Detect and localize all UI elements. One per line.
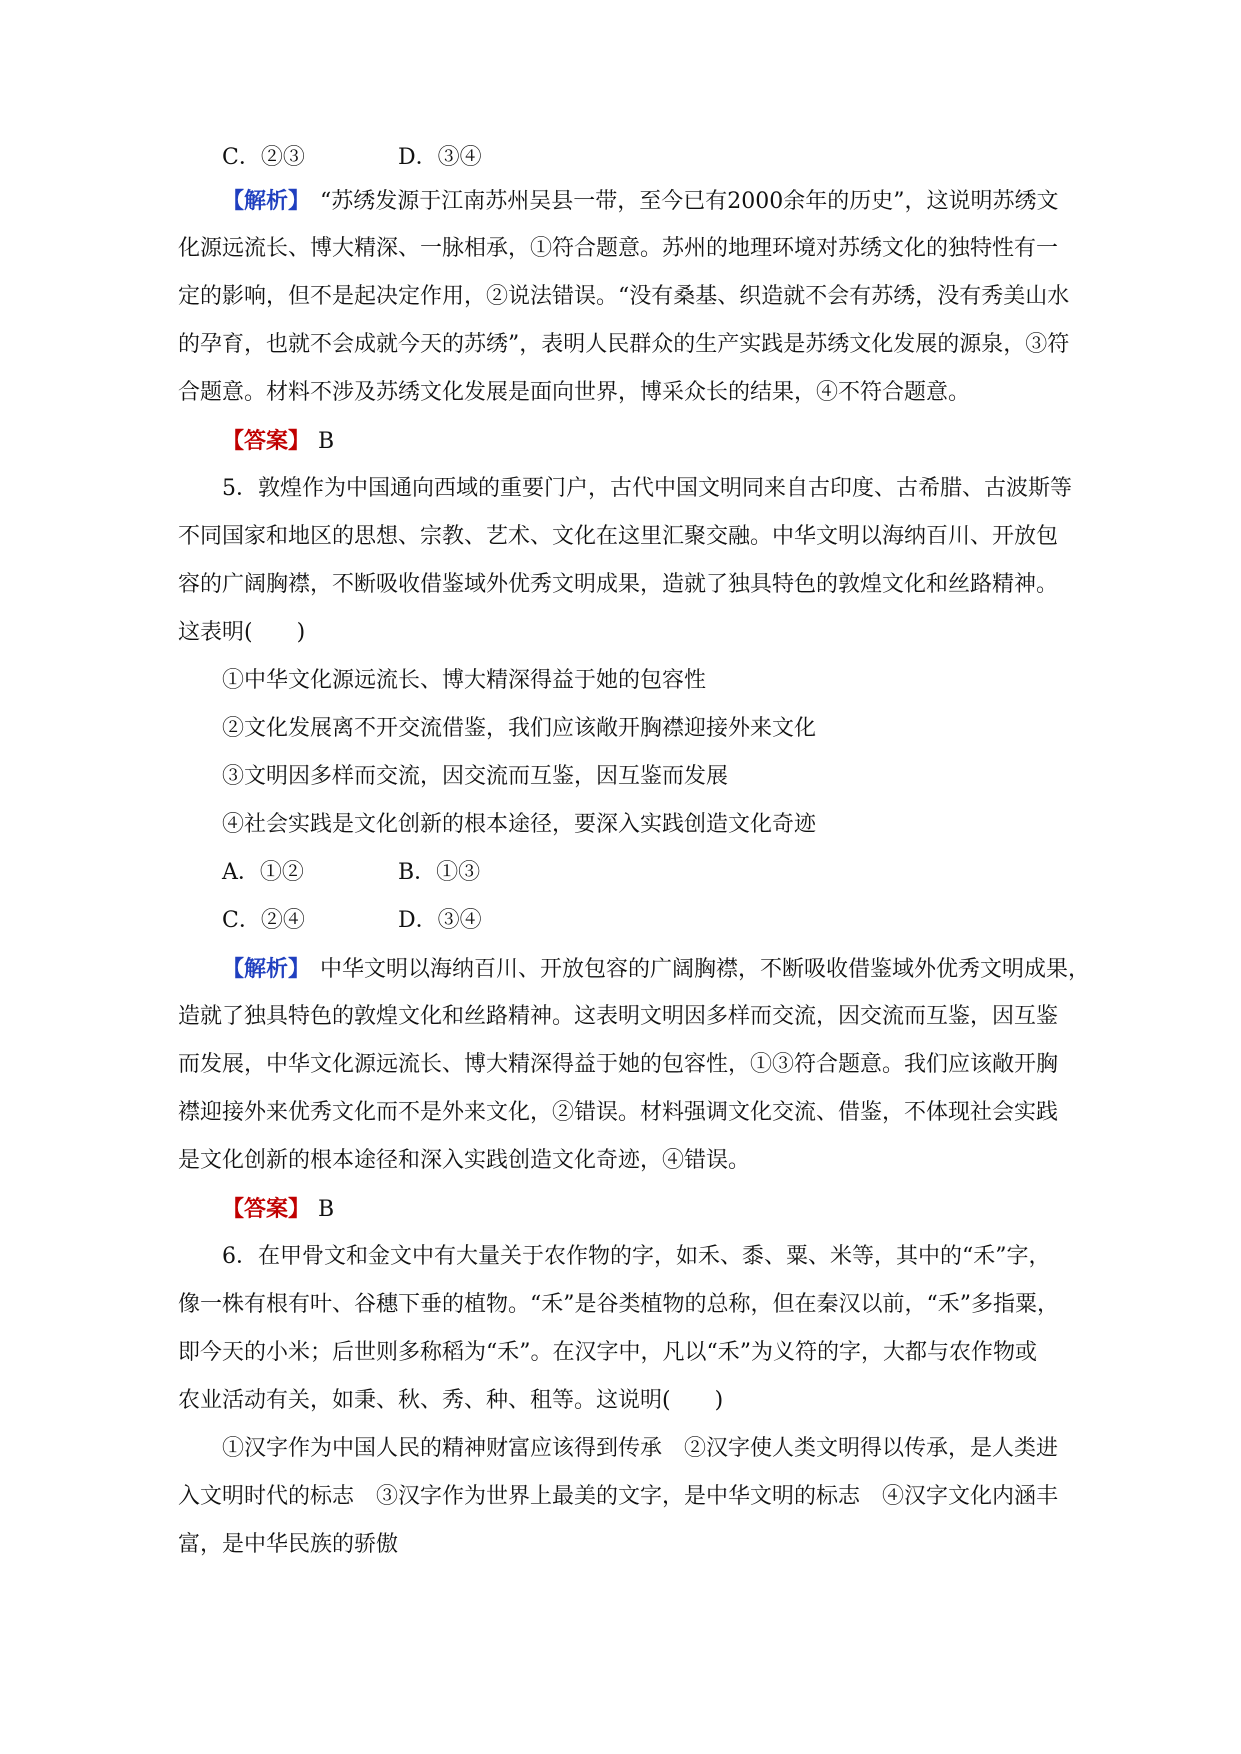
q5-answer-tag: 【答案】 — [222, 1196, 311, 1222]
q6-stem-line-2: 像一株有根有叶、谷穗下垂的植物。“禾”是谷类植物的总称，但在秦汉以前，“禾”多指粟， — [178, 1292, 1059, 1317]
q5-statement-1: ①中华文化源远流长、博大精深得益于她的包容性 — [222, 668, 707, 693]
q5-option-c: C．②④ — [222, 908, 305, 933]
q5-analysis-line-4: 襟迎接外来优秀文化而不是外来文化，②错误。材料强调文化交流、借鉴，不体现社会实践 — [178, 1100, 1059, 1125]
q4-option-d: D．③④ — [398, 145, 482, 170]
q5-analysis-line-2: 造就了独具特色的敦煌文化和丝路精神。这表明文明因多样而交流，因交流而互鉴，因互鉴 — [178, 1004, 1059, 1029]
q6-statement-line-1: ①汉字作为中国人民的精神财富应该得到传承 ②汉字使人类文明得以传承，是人类进 — [222, 1436, 1059, 1461]
q6-statement-line-2: 入文明时代的标志 ③汉字作为世界上最美的文字，是中华文明的标志 ④汉字文化内涵丰 — [178, 1484, 1059, 1509]
q4-analysis-line-3: 定的影响，但不是起决定作用，②说法错误。“没有桑基、织造就不会有苏绣，没有秀美山水 — [178, 284, 1070, 309]
q5-stem-line-3: 容的广阔胸襟，不断吸收借鉴域外优秀文明成果，造就了独具特色的敦煌文化和丝路精神。 — [178, 572, 1059, 597]
q4-answer-value: B — [318, 429, 335, 454]
q4-analysis-tag: 【解析】 — [222, 188, 311, 214]
q4-answer-tag: 【答案】 — [222, 428, 311, 454]
q5-stem-line-1: 5．敦煌作为中国通向西域的重要门户，古代中国文明同来自古印度、古希腊、古波斯等 — [222, 476, 1072, 501]
q4-analysis-line-4: 的孕育，也就不会成就今天的苏绣”，表明人民群众的生产实践是苏绣文化发展的源泉，③符 — [178, 332, 1070, 357]
q5-stem-line-4: 这表明( ) — [178, 620, 306, 645]
q6-stem-line-3: 即今天的小米；后世则多称稻为“禾”。在汉字中，凡以“禾”为义符的字，大都与农作物或 — [178, 1340, 1037, 1365]
q5-option-d: D．③④ — [398, 908, 482, 933]
q5-analysis-line-3: 而发展，中华文化源远流长、博大精深得益于她的包容性，①③符合题意。我们应该敞开胸 — [178, 1052, 1059, 1077]
q4-option-c: C．②③ — [222, 145, 305, 170]
q5-option-a: A．①② — [222, 860, 304, 885]
q4-analysis-line-2: 化源远流长、博大精深、一脉相承，①符合题意。苏州的地理环境对苏绣文化的独特性有一 — [178, 236, 1059, 261]
q4-analysis-line-5: 合题意。材料不涉及苏绣文化发展是面向世界，博采众长的结果，④不符合题意。 — [178, 380, 971, 405]
q6-statement-line-3: 富，是中华民族的骄傲 — [178, 1532, 399, 1557]
q5-analysis-line-1: 【解析】 中华文明以海纳百川、开放包容的广阔胸襟，不断吸收借鉴域外优秀文明成果， — [222, 956, 1091, 982]
q5-answer-value: B — [318, 1197, 335, 1222]
q5-statement-3: ③文明因多样而交流，因交流而互鉴，因互鉴而发展 — [222, 764, 729, 789]
q4-analysis-line-1: 【解析】 “苏绣发源于江南苏州吴县一带，至今已有2000余年的历史”，这说明苏绣文 — [222, 188, 1059, 214]
q5-analysis-line-5: 是文化创新的根本途径和深入实践创造文化奇迹，④错误。 — [178, 1148, 751, 1173]
q5-answer — [222, 1194, 1068, 1225]
q5-statement-2: ②文化发展离不开交流借鉴，我们应该敞开胸襟迎接外来文化 — [222, 716, 817, 741]
q6-stem-line-4: 农业活动有关，如秉、秋、秀、种、租等。这说明( ) — [178, 1388, 724, 1413]
q5-analysis-tag: 【解析】 — [222, 956, 311, 982]
q4-answer — [222, 426, 1068, 457]
q5-option-b: B．①③ — [398, 860, 481, 885]
q5-statement-4: ④社会实践是文化创新的根本途径，要深入实践创造文化奇迹 — [222, 812, 817, 837]
q6-stem-line-1: 6．在甲骨文和金文中有大量关于农作物的字，如禾、黍、粟、米等，其中的“禾”字， — [222, 1244, 1051, 1269]
q5-stem-line-2: 不同国家和地区的思想、宗教、艺术、文化在这里汇聚交融。中华文明以海纳百川、开放包 — [178, 524, 1059, 549]
